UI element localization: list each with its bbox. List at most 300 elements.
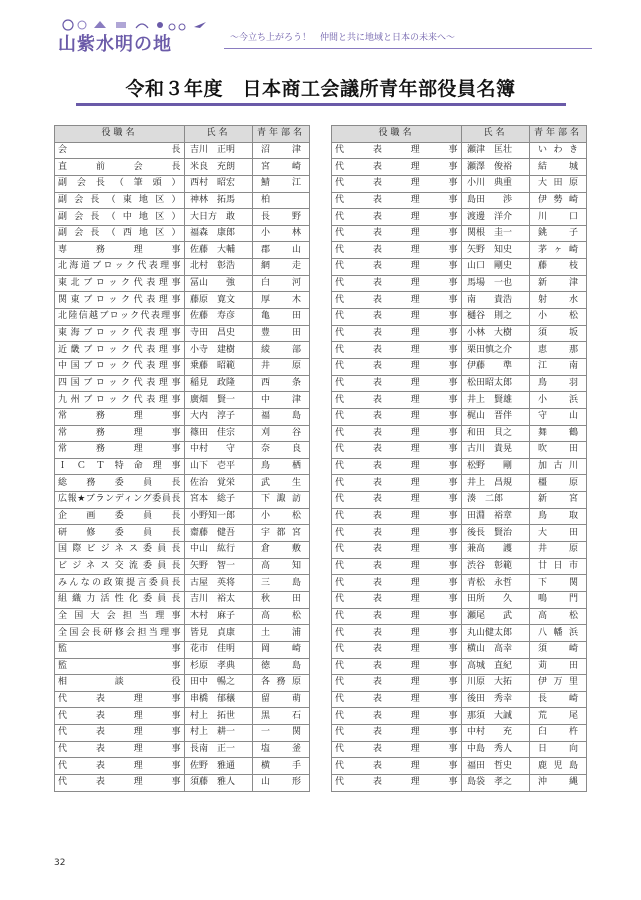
dept-cell: 恵那 — [530, 342, 587, 359]
role-cell: 代表理事 — [55, 774, 185, 791]
role-cell: 代表理事 — [332, 425, 462, 442]
role-cell: 総務委員長 — [55, 475, 185, 492]
dept-cell: 江南 — [530, 358, 587, 375]
role-cell: 北陸信越ブロック代表理事 — [55, 309, 185, 326]
name-cell: 村上 拓世 — [185, 708, 253, 725]
role-cell: 代表理事 — [332, 591, 462, 608]
table-header-row — [332, 126, 587, 143]
name-cell: 佐藤 大輔 — [185, 242, 253, 259]
dept-cell: 綾部 — [253, 342, 310, 359]
role-cell: 代表理事 — [332, 475, 462, 492]
table-row — [55, 309, 310, 326]
name-cell: 宮本 総子 — [185, 492, 253, 509]
role-cell: 全国会長研修会担当理事 — [55, 625, 185, 642]
name-cell: 高城 直紀 — [462, 658, 530, 675]
role-cell: 代表理事 — [332, 691, 462, 708]
table-row — [55, 658, 310, 675]
table-row — [55, 675, 310, 692]
role-cell: 常務理事 — [55, 425, 185, 442]
role-cell: 相談役 — [55, 675, 185, 692]
name-cell: 渡邊 洋介 — [462, 209, 530, 226]
dept-cell: 白河 — [253, 275, 310, 292]
dept-cell: 橿原 — [530, 475, 587, 492]
table-row — [332, 209, 587, 226]
role-cell: 近畿ブロック代表理事 — [55, 342, 185, 359]
role-cell: 代表理事 — [332, 625, 462, 642]
title-underline — [76, 103, 566, 106]
name-cell: 長南 正一 — [185, 741, 253, 758]
table-row — [55, 492, 310, 509]
name-cell: 小林 大樹 — [462, 325, 530, 342]
table-row — [55, 192, 310, 209]
dept-cell: 各務原 — [253, 675, 310, 692]
dept-cell: 留萌 — [253, 691, 310, 708]
table-row — [332, 525, 587, 542]
dept-cell: 鯖江 — [253, 175, 310, 192]
role-cell: 副会長（筆頭） — [55, 175, 185, 192]
dept-cell: 日向 — [530, 741, 587, 758]
table-row — [332, 242, 587, 259]
logo-text: 山紫水明の地 — [58, 34, 172, 55]
name-cell: 田中 暢之 — [185, 675, 253, 692]
role-cell: 代表理事 — [55, 725, 185, 742]
name-cell: 井上 賢雄 — [462, 392, 530, 409]
table-row — [55, 358, 310, 375]
dept-cell: 柏 — [253, 192, 310, 209]
dept-cell: 鹿児島 — [530, 758, 587, 775]
table-row — [332, 608, 587, 625]
table-row — [55, 591, 310, 608]
dept-cell: 結城 — [530, 159, 587, 176]
dept-cell: 岡崎 — [253, 641, 310, 658]
role-cell: 代表理事 — [332, 542, 462, 559]
dept-cell: 山形 — [253, 774, 310, 791]
table-row — [55, 691, 310, 708]
table-row — [55, 142, 310, 159]
role-cell: 北海道ブロック代表理事 — [55, 259, 185, 276]
name-cell: 冨山 強 — [185, 275, 253, 292]
name-cell: 稲見 政隆 — [185, 375, 253, 392]
role-cell: 会長 — [55, 142, 185, 159]
name-cell: 大内 淳子 — [185, 408, 253, 425]
table-row — [332, 542, 587, 559]
page-title: 令和３年度 日本商工会議所青年部役員名簿 — [125, 78, 516, 100]
name-cell: 大日方 敢 — [185, 209, 253, 226]
dept-cell: 鳥栖 — [253, 458, 310, 475]
table-row — [55, 209, 310, 226]
table-row — [55, 242, 310, 259]
name-cell: 吉川 裕太 — [185, 591, 253, 608]
table-row — [55, 558, 310, 575]
dept-cell: 伊勢崎 — [530, 192, 587, 209]
role-cell: 代表理事 — [332, 641, 462, 658]
header-dept: 青年部名 — [530, 126, 587, 143]
name-cell: 伊藤 準 — [462, 358, 530, 375]
dept-cell: 加古川 — [530, 458, 587, 475]
role-cell: 代表理事 — [332, 508, 462, 525]
name-cell: 村上 耕一 — [185, 725, 253, 742]
name-cell: 和田 貝之 — [462, 425, 530, 442]
role-cell: 広報★ブランディング委員長 — [55, 492, 185, 509]
role-cell: 研修委員長 — [55, 525, 185, 542]
name-cell: 田所 久 — [462, 591, 530, 608]
header-role: 役職名 — [55, 126, 185, 143]
name-cell: 神林 拓馬 — [185, 192, 253, 209]
dept-cell: 高松 — [253, 608, 310, 625]
dept-cell: 大田原 — [530, 175, 587, 192]
role-cell: 代表理事 — [332, 259, 462, 276]
dept-cell: 射水 — [530, 292, 587, 309]
name-cell: 島田 渉 — [462, 192, 530, 209]
officer-table-right — [331, 125, 587, 792]
slogan-divider — [224, 48, 592, 49]
table-row — [332, 774, 587, 791]
table-row — [332, 658, 587, 675]
table-row — [332, 259, 587, 276]
name-cell: 瀬澤 俊裕 — [462, 159, 530, 176]
header-role: 役職名 — [332, 126, 462, 143]
dept-cell: 鳴門 — [530, 591, 587, 608]
role-cell: 代表理事 — [332, 225, 462, 242]
dept-cell: 新宮 — [530, 492, 587, 509]
table-row — [332, 225, 587, 242]
dept-cell: 豊田 — [253, 325, 310, 342]
table-header-row — [55, 126, 310, 143]
role-cell: 九州ブロック代表理事 — [55, 392, 185, 409]
role-cell: 常務理事 — [55, 442, 185, 459]
table-row — [55, 292, 310, 309]
role-cell: 関東ブロック代表理事 — [55, 292, 185, 309]
table-row — [55, 342, 310, 359]
dept-cell: 奈良 — [253, 442, 310, 459]
name-cell: 矢野 知史 — [462, 242, 530, 259]
dept-cell: 苅田 — [530, 658, 587, 675]
dept-cell: 徳島 — [253, 658, 310, 675]
name-cell: 栗田慎之介 — [462, 342, 530, 359]
table-row — [332, 558, 587, 575]
dept-cell: 川口 — [530, 209, 587, 226]
name-cell: 吉川 正明 — [185, 142, 253, 159]
dept-cell: 土浦 — [253, 625, 310, 642]
name-cell: 西村 昭宏 — [185, 175, 253, 192]
name-cell: 中村 充 — [462, 725, 530, 742]
name-cell: 樋谷 則之 — [462, 309, 530, 326]
role-cell: 代表理事 — [332, 358, 462, 375]
role-cell: 代表理事 — [332, 525, 462, 542]
table-row — [55, 641, 310, 658]
table-row — [55, 774, 310, 791]
dept-cell: 伊万里 — [530, 675, 587, 692]
role-cell: 代表理事 — [332, 758, 462, 775]
table-row — [55, 275, 310, 292]
name-cell: 中村 守 — [185, 442, 253, 459]
name-cell: 皆見 貞康 — [185, 625, 253, 642]
role-cell: 監事 — [55, 658, 185, 675]
dept-cell: 守山 — [530, 408, 587, 425]
dept-cell: 須崎 — [530, 641, 587, 658]
dept-cell: 長崎 — [530, 691, 587, 708]
name-cell: 山口 剛史 — [462, 259, 530, 276]
role-cell: 監事 — [55, 641, 185, 658]
name-cell: 篠田 佳宗 — [185, 425, 253, 442]
role-cell: 代表理事 — [332, 309, 462, 326]
role-cell: 代表理事 — [332, 708, 462, 725]
role-cell: 代表理事 — [332, 342, 462, 359]
table-row — [55, 508, 310, 525]
table-row — [55, 725, 310, 742]
role-cell: 代表理事 — [332, 392, 462, 409]
dept-cell: 高知 — [253, 558, 310, 575]
role-cell: 代表理事 — [332, 774, 462, 791]
dept-cell: 小林 — [253, 225, 310, 242]
dept-cell: 藤枝 — [530, 259, 587, 276]
name-cell: 花市 佳明 — [185, 641, 253, 658]
dept-cell: 郡山 — [253, 242, 310, 259]
name-cell: 矢野 智一 — [185, 558, 253, 575]
table-row — [55, 175, 310, 192]
name-cell: 川原 大拓 — [462, 675, 530, 692]
name-cell: 後長 賢治 — [462, 525, 530, 542]
name-cell: 青松 永哲 — [462, 575, 530, 592]
table-row — [332, 159, 587, 176]
name-cell: 寺田 昌史 — [185, 325, 253, 342]
dept-cell: いわき — [530, 142, 587, 159]
dept-cell: 小浜 — [530, 392, 587, 409]
table-row — [55, 708, 310, 725]
dept-cell: 下関 — [530, 575, 587, 592]
role-cell: 代表理事 — [332, 159, 462, 176]
dept-cell: 廿日市 — [530, 558, 587, 575]
name-cell: 古川 貴晃 — [462, 442, 530, 459]
dept-cell: 大田 — [530, 525, 587, 542]
dept-cell: 八幡浜 — [530, 625, 587, 642]
role-cell: 代表理事 — [332, 175, 462, 192]
table-row — [332, 708, 587, 725]
name-cell: 佐治 覚栄 — [185, 475, 253, 492]
name-cell: 齋藤 健吾 — [185, 525, 253, 542]
table-row — [55, 225, 310, 242]
dept-cell: 新津 — [530, 275, 587, 292]
name-cell: 横山 高幸 — [462, 641, 530, 658]
role-cell: 四国ブロック代表理事 — [55, 375, 185, 392]
dept-cell: 井原 — [530, 542, 587, 559]
name-cell: 渋谷 彰範 — [462, 558, 530, 575]
role-cell: 代表理事 — [332, 575, 462, 592]
name-cell: 福田 哲史 — [462, 758, 530, 775]
name-cell: 後田 秀幸 — [462, 691, 530, 708]
dept-cell: 鳥取 — [530, 508, 587, 525]
dept-cell: 銚子 — [530, 225, 587, 242]
role-cell: 代表理事 — [55, 691, 185, 708]
role-cell: 専務理事 — [55, 242, 185, 259]
role-cell: 代表理事 — [332, 275, 462, 292]
table-row — [332, 691, 587, 708]
header-name: 氏名 — [185, 126, 253, 143]
dept-cell: 中津 — [253, 392, 310, 409]
table-row — [332, 375, 587, 392]
page-number: 32 — [54, 858, 66, 868]
table-row — [55, 325, 310, 342]
dept-cell: 高松 — [530, 608, 587, 625]
table-row — [332, 192, 587, 209]
role-cell: 代表理事 — [332, 142, 462, 159]
table-row — [332, 725, 587, 742]
dept-cell: 刈谷 — [253, 425, 310, 442]
name-cell: 梶山 晋伴 — [462, 408, 530, 425]
table-row — [332, 442, 587, 459]
table-row — [55, 575, 310, 592]
role-cell: 代表理事 — [332, 741, 462, 758]
role-cell: 企画委員長 — [55, 508, 185, 525]
role-cell: 代表理事 — [332, 192, 462, 209]
role-cell: 代表理事 — [332, 458, 462, 475]
dept-cell: 小松 — [530, 309, 587, 326]
role-cell: 代表理事 — [55, 708, 185, 725]
role-cell: 代表理事 — [332, 658, 462, 675]
name-cell: 福森 康郎 — [185, 225, 253, 242]
table-row — [332, 325, 587, 342]
role-cell: 副会長（東地区） — [55, 192, 185, 209]
role-cell: 副会長（中地区） — [55, 209, 185, 226]
role-cell: 代表理事 — [55, 758, 185, 775]
role-cell: 代表理事 — [332, 209, 462, 226]
name-cell: 山下 壱平 — [185, 458, 253, 475]
header-banner — [54, 18, 594, 58]
name-cell: 南 貴浩 — [462, 292, 530, 309]
name-cell: 須藤 雅人 — [185, 774, 253, 791]
role-cell: 組織力活性化委員長 — [55, 591, 185, 608]
table-row — [55, 741, 310, 758]
table-row — [55, 259, 310, 276]
dept-cell: 秋田 — [253, 591, 310, 608]
role-cell: 副会長（西地区） — [55, 225, 185, 242]
table-row — [332, 591, 587, 608]
table-row — [332, 458, 587, 475]
table-row — [332, 425, 587, 442]
role-cell: 代表理事 — [332, 375, 462, 392]
dept-cell: 塩釜 — [253, 741, 310, 758]
role-cell: ビジネス交流委員長 — [55, 558, 185, 575]
slogan: 〜今立ち上がろう！ 仲間と共に地域と日本の未来へ〜 — [230, 33, 456, 43]
role-cell: 代表理事 — [332, 608, 462, 625]
table-row — [332, 292, 587, 309]
name-cell: 小川 典重 — [462, 175, 530, 192]
dept-cell: 宮崎 — [253, 159, 310, 176]
table-row — [55, 475, 310, 492]
table-row — [332, 758, 587, 775]
name-cell: 丸山健太郎 — [462, 625, 530, 642]
role-cell: 代表理事 — [332, 242, 462, 259]
table-row — [332, 309, 587, 326]
dept-cell: 沼津 — [253, 142, 310, 159]
name-cell: 米良 充朗 — [185, 159, 253, 176]
role-cell: 代表理事 — [332, 408, 462, 425]
table-row — [55, 425, 310, 442]
table-row — [55, 159, 310, 176]
dept-cell: 黒石 — [253, 708, 310, 725]
role-cell: ＩＣＴ特命理事 — [55, 458, 185, 475]
dept-cell: 吹田 — [530, 442, 587, 459]
dept-cell: 鳥羽 — [530, 375, 587, 392]
officer-table-left — [54, 125, 310, 792]
table-row — [332, 358, 587, 375]
dept-cell: 臼杵 — [530, 725, 587, 742]
name-cell: 湊 二郎 — [462, 492, 530, 509]
dept-cell: 武生 — [253, 475, 310, 492]
dept-cell: 西条 — [253, 375, 310, 392]
table-row — [332, 175, 587, 192]
dept-cell: 一関 — [253, 725, 310, 742]
dept-cell: 亀田 — [253, 309, 310, 326]
table-row — [332, 575, 587, 592]
name-cell: 小野知一郎 — [185, 508, 253, 525]
table-row — [332, 508, 587, 525]
dept-cell: 舞鶴 — [530, 425, 587, 442]
table-row — [332, 641, 587, 658]
role-cell: 代表理事 — [332, 558, 462, 575]
role-cell: 全国大会担当理事 — [55, 608, 185, 625]
header-name: 氏名 — [462, 126, 530, 143]
table-row — [55, 375, 310, 392]
name-cell: 中島 秀人 — [462, 741, 530, 758]
table-row — [332, 475, 587, 492]
role-cell: 代表理事 — [332, 492, 462, 509]
dept-cell: 沖縄 — [530, 774, 587, 791]
name-cell: 那須 大誠 — [462, 708, 530, 725]
table-row — [55, 758, 310, 775]
name-cell: 藤原 寛文 — [185, 292, 253, 309]
name-cell: 小寺 建樹 — [185, 342, 253, 359]
header-dept: 青年部名 — [253, 126, 310, 143]
dept-cell: 厚木 — [253, 292, 310, 309]
name-cell: 廣畑 賢一 — [185, 392, 253, 409]
dept-cell: 横手 — [253, 758, 310, 775]
dept-cell: 網走 — [253, 259, 310, 276]
table-row — [332, 392, 587, 409]
name-cell: 佐藤 寿彦 — [185, 309, 253, 326]
table-row — [55, 542, 310, 559]
role-cell: 代表理事 — [332, 675, 462, 692]
table-row — [332, 625, 587, 642]
role-cell: 常務理事 — [55, 408, 185, 425]
name-cell: 関根 圭一 — [462, 225, 530, 242]
name-cell: 串橋 郁穣 — [185, 691, 253, 708]
dept-cell: 下諏訪 — [253, 492, 310, 509]
name-cell: 乗藤 昭範 — [185, 358, 253, 375]
role-cell: 直前会長 — [55, 159, 185, 176]
table-row — [55, 625, 310, 642]
table-row — [332, 741, 587, 758]
dept-cell: 井原 — [253, 358, 310, 375]
table-row — [55, 458, 310, 475]
table-row — [55, 608, 310, 625]
name-cell: 木村 麻子 — [185, 608, 253, 625]
role-cell: 中国ブロック代表理事 — [55, 358, 185, 375]
name-cell: 古屋 英将 — [185, 575, 253, 592]
role-cell: 代表理事 — [332, 325, 462, 342]
role-cell: 代表理事 — [332, 292, 462, 309]
name-cell: 島袋 孝之 — [462, 774, 530, 791]
role-cell: 東北ブロック代表理事 — [55, 275, 185, 292]
table-row — [332, 275, 587, 292]
name-cell: 馬場 一也 — [462, 275, 530, 292]
dept-cell: 三島 — [253, 575, 310, 592]
name-cell: 松田昭太郎 — [462, 375, 530, 392]
table-row — [55, 442, 310, 459]
name-cell: 杉原 孝典 — [185, 658, 253, 675]
name-cell: 松野 剛 — [462, 458, 530, 475]
dept-cell: 荒尾 — [530, 708, 587, 725]
